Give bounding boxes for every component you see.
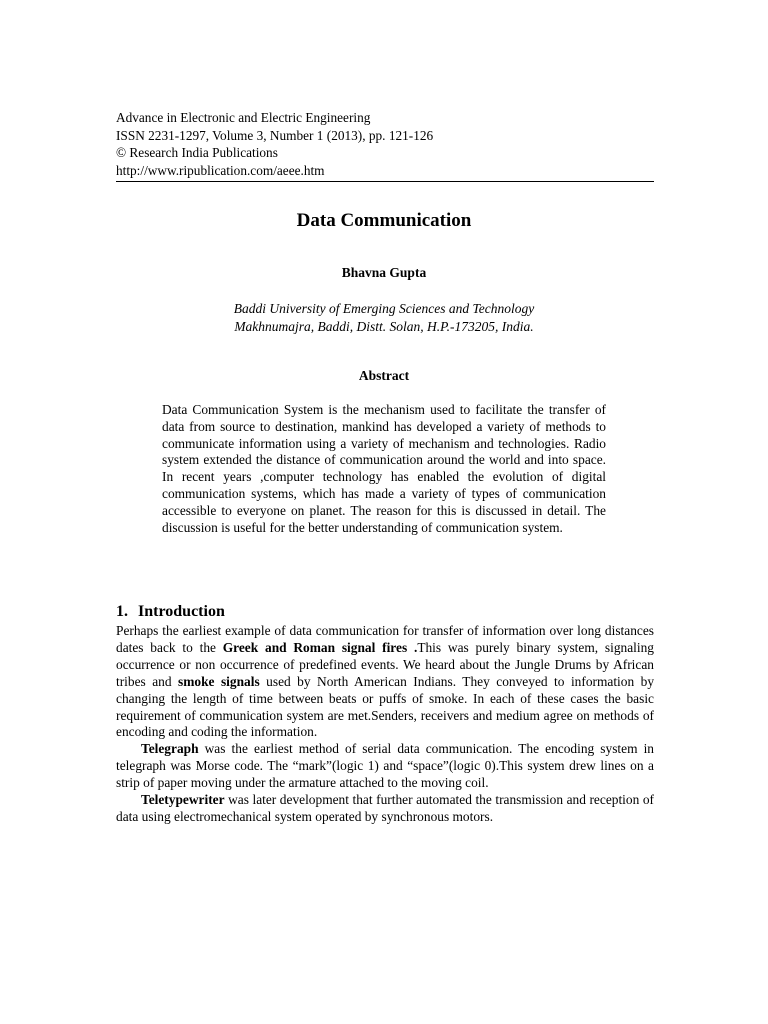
p1-text-e: used by North American Indians. They conveyed to information by changing the length of time between beats or puffs of smoke. In each of these cases the basic requirement of communication system are met.Senders, receivers and medium agree on methods of encoding and coding the information.: [116, 673, 655, 740]
section-heading: [116, 603, 225, 621]
section-number: 1.: [116, 603, 128, 620]
journal-url: http://www.ripublication.com/aeee.htm: [116, 162, 325, 178]
p1-text-c: This was purely binary system, signaling occurrence or non occurrence of predefined events. We heard about the Jungle Drums by African tribes and: [116, 639, 654, 689]
p2-text: was the earliest method of serial data communication. The encoding system in telegraph was Morse code. The “mark”(logic 1) and “space”(logic 0).This system drew lines on a strip of paper moving under the armature attached to the moving coil.: [116, 741, 654, 791]
journal-name: Advance in Electronic and Electric Engineering: [116, 110, 371, 125]
p2-term-telegraph: Telegraph: [141, 741, 199, 757]
paper-title: Data Communication: [296, 210, 472, 231]
p3-text: was later development that further automated the transmission and reception of data using electromechanical system operated by synchronous motors.: [116, 792, 654, 824]
p3-term-teletypewriter: Teletypewriter: [141, 792, 225, 808]
abstract-text: Data Communication System is the mechanism used to facilitate the transfer of data from source to destination, mankind has developed a variety of methods to communicate information using a variety of mechanism and technologies. Radio system extended the distance of communication around the world and into space. In recent years ,computer technology has enabled the evolution of digital communication systems, which has made a variety of types of communication accessible to everyone on planet. The reason for this is discussed in detail. The discussion is useful for the better understanding of communication system.: [162, 402, 606, 535]
journal-header: [116, 109, 654, 182]
issn-line: ISSN 2231-1297, Volume 3, Number 1 (2013), pp. 121-126: [116, 127, 434, 143]
section-body: [116, 623, 654, 826]
paragraph-1: [116, 623, 654, 741]
p1-bold-greek-roman: Greek and Roman signal fires .: [222, 639, 418, 655]
author-affiliation: [0, 300, 768, 336]
abstract-heading: Abstract: [358, 368, 410, 383]
affiliation-line-1: Baddi University of Emerging Sciences and Technology: [233, 301, 535, 316]
p1-text-a: Perhaps the earliest example of data communication for transfer of information over long distances dates back to the: [116, 623, 654, 655]
paragraph-3: [116, 792, 654, 826]
p1-bold-smoke-signals: smoke signals: [178, 673, 260, 689]
author-name: Bhavna Gupta: [341, 265, 427, 280]
section-title: Introduction: [138, 603, 225, 620]
publisher-line: © Research India Publications: [116, 145, 278, 160]
affiliation-line-2: Makhnumajra, Baddi, Distt. Solan, H.P.-173205, India.: [234, 319, 534, 334]
paragraph-2: [116, 741, 654, 792]
